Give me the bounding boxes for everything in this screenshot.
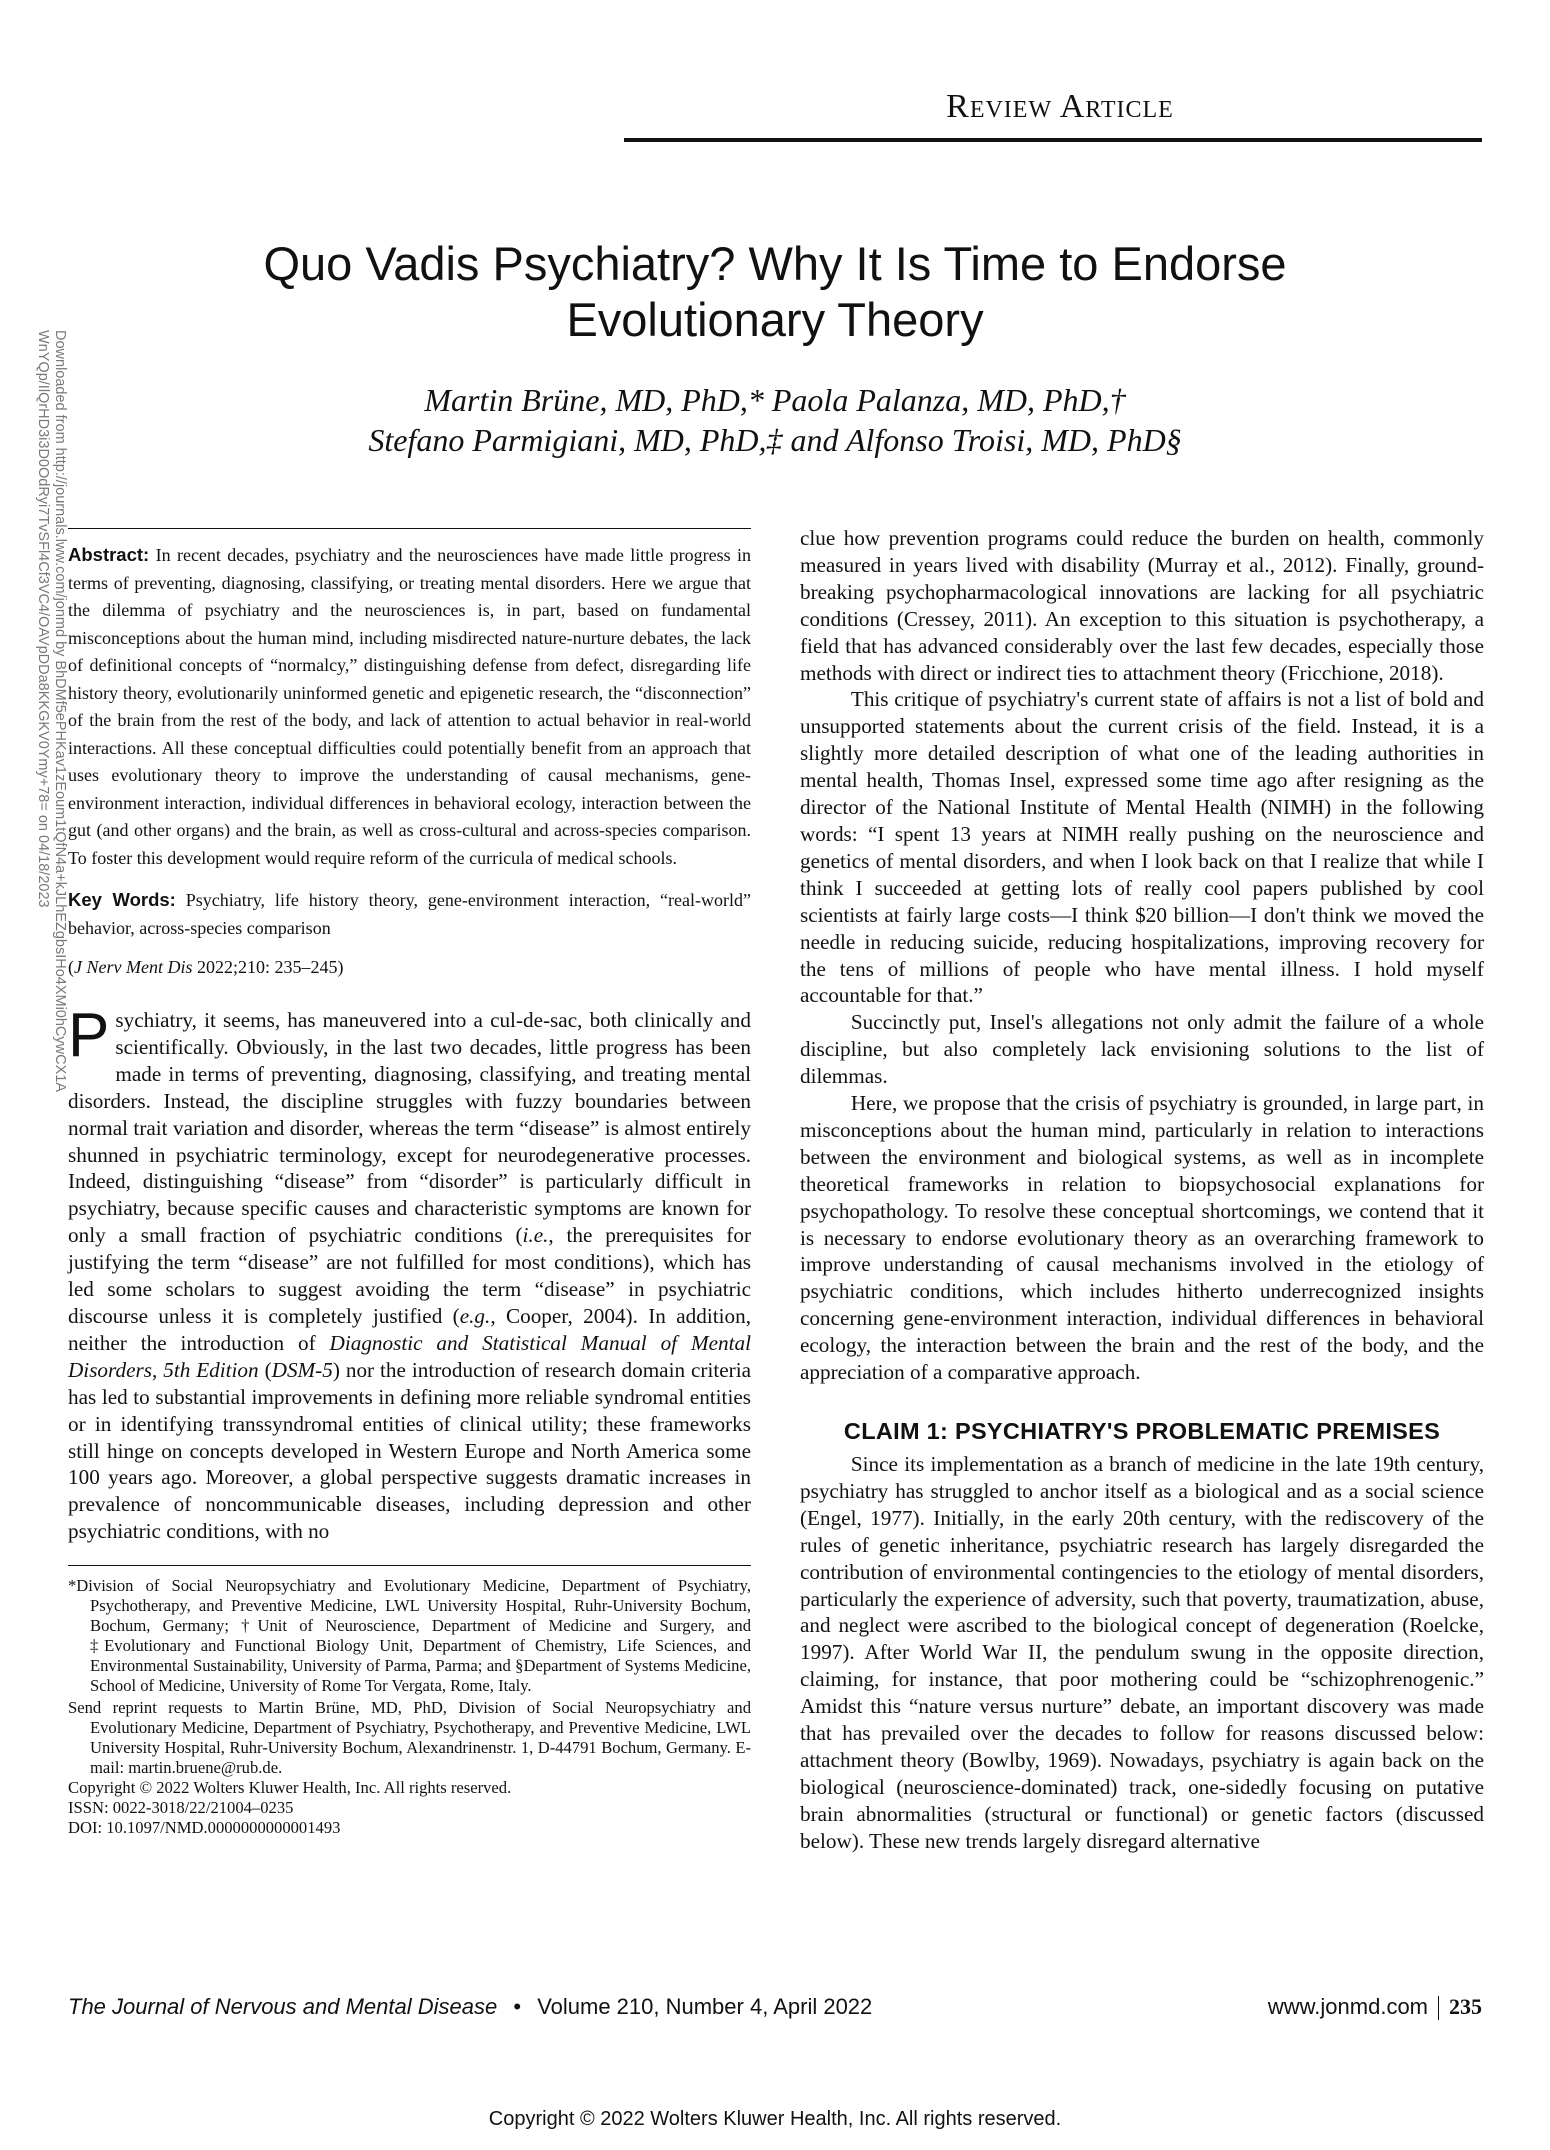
download-watermark [34,330,68,1340]
paragraph-5: Since its implementation as a branch of medicine in the late 19th century, psychiatry has struggled to anchor itself as a biological and as a social science (Engel, 1977). Initially, in the early 20th century, with the rediscovery of the rules of genetic inheritance, psychiatric research has largely disregarded the contribution of environmental contingencies to the etiology of mental disorders, particularly the experience of adversity, such that poverty, traumatization, abuse, and neglect were ascribed to the biological concept of degeneration (Roelcke, 1997). After World War II, the pendulum swung in the opposite direction, claiming, for instance, that poor mothering could be “schizophrenogenic.” Amidst this “nature versus nurture” debate, an important discovery was made that has prevailed over the decades to follow for reasons discussed below: attachment theory (Bowlby, 1969). Nowadays, psychiatry is again back on the biological (neuroscience-dominated) track, one-sidedly focusing on putative brain abnormalities (structural or functional) or genetic factors (discussed below). These new trends largely disregard alternative [800,1452,1484,1853]
footer-bullet: • [513,1994,522,2019]
intro-text-b: , the prerequisites for justifying the term “disease” are not fulfilled for most conditions), which has led some scholars to suggest avoiding the term “disease” in psychiatric discourse unless it is completely justified ( [68,1223,751,1328]
keywords-text: Psychiatry, life history theory, gene-environment interaction, “real-world” behavior, across-species comparison [68,890,751,938]
intro-eg: e.g. [459,1303,491,1328]
affiliations-footnote: *Division of Social Neuropsychiatry and Evolutionary Medicine, Department of Psychiatry, Psychotherapy, and Preventive Medicine, LWL University Hospital, Ruhr-University Bochum, Bochum, Germany; †Unit of Neuroscience, Department of Medicine and Surgery, and ‡Evolutionary and Functional Biology Unit, Department of Chemistry, Life Sciences, and Environmental Sustainability, University of Parma, Parma; and §Department of Systems Medicine, School of Medicine, University of Rome Tor Vergata, Rome, Italy. [68,1576,751,1696]
footer-divider [1438,1996,1439,2020]
keywords-label: Key Words: [68,889,176,910]
intro-ie: i.e. [522,1223,549,1248]
article-title [200,236,1350,348]
header-rule [624,138,1482,142]
doi-note: DOI: 10.1097/NMD.0000000000001493 [68,1818,341,1838]
paragraph-1: clue how prevention programs could reduce the burden on health, commonly measured in years lived with disability (Murray et al., 2012). Finally, ground-breaking psychopharmacological innovations are lacking for all psychiatric conditions (Cressey, 2011). An exception to this situation is psychotherapy, a field that has advanced considerably over the last few decades, especially those methods with direct or indirect ties to attachment theory (Fricchione, 2018). [800,526,1484,685]
intro-text-c: , Cooper, 2004). In addition, neither the introduction of [68,1303,751,1355]
footnote-rule [68,1565,751,1566]
abstract-rule [68,528,751,529]
citation: (J Nerv Ment Dis 2022;210: 235–245) [68,957,344,977]
citation-details: 2022;210: 235–245) [196,957,344,977]
intro-text-a: sychiatry, it seems, has maneuvered into a cul-de-sac, both clinically and scientifically. Obviously, in the last two decades, little progress has been made in terms of preventing, diagnosing, classifying, and treating mental disorders. Instead, the discipline struggles with fuzzy boundaries between normal trait variation and disorder, whereas the term “disease” is almost entirely shunned in psychiatric terminology, except for neurodegenerative processes. Indeed, distinguishing “disease” from “disorder” is particularly difficult in psychiatry, because specific causes and characteristic symptoms are known for only a small fraction of psychiatric conditions ( [68,1008,751,1248]
authors-line-1: Martin Brüne, MD, PhD,* Paola Palanza, MD, PhD,† [424,382,1126,418]
citation-journal: J Nerv Ment Dis [74,957,193,977]
footer-website[interactable]: www.jonmd.com [1267,1994,1428,2019]
watermark-line-2: WnYQp/IlQrHD3i3D0OdRyi7TvSFl4Cf3VC4/OAVpDDa8KKGKV0Ymy+78= on 04/18/2023 [35,330,51,908]
reprint-footnote: Send reprint requests to Martin Brüne, MD, PhD, Division of Social Neuropsychiatry and Evolutionary Medicine, Department of Psychiatry, Psychotherapy, and Preventive Medicine, LWL University Hospital, Ruhr-University Bochum, Alexandrinenstr. 1, D-44791 Bochum, Germany. E-mail: martin.bruene@rub.de. [68,1698,751,1778]
title-line-2: Evolutionary Theory [566,293,984,346]
footer-site [1268,1994,1482,2020]
footer-issue: Volume 210, Number 4, April 2022 [537,1994,873,2019]
intro-dsm-abbr: DSM-5 [271,1357,333,1382]
footer-journal-name: The Journal of Nervous and Mental Disease [68,1994,498,2019]
footer-journal [68,1994,872,2020]
intro-text-e: ) nor the introduction of research domain criteria has led to substantial improvements in defining more reliable syndromal entities or in identifying transsyndromal entities of clinical utility; these frameworks still hinge on concepts developed in Western Europe and North America some 100 years ago. Moreover, a global perspective suggests dramatic increases in prevalence of noncommunicable diseases, including depression and other psychiatric conditions, with no [68,1357,751,1544]
title-line-1: Quo Vadis Psychiatry? Why It Is Time to Endorse [263,237,1287,290]
paragraph-3: Succinctly put, Insel's allegations not only admit the failure of a whole discipline, but also completely lack envisioning solutions to the list of dilemmas. [800,1010,1484,1089]
right-column [800,525,1484,1855]
paragraph-4: Here, we propose that the crisis of psychiatry is grounded, in large part, in misconceptions about the human mind, particularly in relation to interactions between the environment and biological systems, as well as in incomplete theoretical frameworks in relation to biopsychosocial explanations for psychopathology. To resolve these conceptual shortcomings, we contend that it is necessary to endorse evolutionary theory as an overarching framework to improve understanding of causal mechanisms involved in the etiology of psychiatric conditions, which includes hitherto underrecognized insights concerning gene-environment interaction, individual differences in behavioral ecology, the interaction between the brain and the rest of the body, and the appreciation of a comparative approach. [800,1091,1484,1385]
bottom-copyright: Copyright © 2022 Wolters Kluwer Health, Inc. All rights reserved. [488,2108,1062,2130]
abstract-label: Abstract: [68,544,150,565]
keywords [68,886,751,942]
left-column [68,528,751,1838]
drop-cap: P [68,1001,110,1070]
watermark-line-1: Downloaded from http://journals.lww.com/jonmd by BhDMf5ePHKav1zEoum1tQfN4a+kJLhEZgbsIHo4XMi0hCywCX1A [52,330,68,1092]
paragraph-2: This critique of psychiatry's current state of affairs is not a list of bold and unsupported statements about the current crisis of the field. Instead, it is a slightly more detailed description of what one of the leading authorities in mental health, Thomas Insel, expressed some time ago after resigning as the director of the National Institute of Mental Health (NIMH) in the following words: “I spent 13 years at NIMH really pushing on the neuroscience and genetics of mental disorders, and when I look back on that I realize that while I think I succeeded at getting lots of really cool papers published by cool scientists at fairly large costs—I think $20 billion—I don't think we moved the needle in reducing suicide, reducing hospitalizations, improving recovery for the tens of millions of people who have mental illness. I hold myself accountable for that.” [800,687,1484,1008]
abstract [68,541,751,872]
authors-line-2: Stefano Parmigiani, MD, PhD,‡ and Alfonso Troisi, MD, PhD§ [368,422,1182,458]
copyright-note: Copyright © 2022 Wolters Kluwer Health, Inc. All rights reserved. [68,1778,512,1798]
issn-note: ISSN: 0022-3018/22/21004–0235 [68,1798,294,1818]
section-heading: Review Article [946,88,1174,125]
author-list [200,380,1350,460]
intro-paragraph [68,1001,751,1545]
abstract-text: In recent decades, psychiatry and the neurosciences have made little progress in terms of preventing, diagnosing, classifying, or treating mental disorders. Here we argue that the dilemma of psychiatry and the neurosciences is, in part, based on fundamental misconceptions about the human mind, including misdirected nature-nurture debates, the lack of definitional concepts of “normalcy,” distinguishing defense from defect, disregarding life history theory, evolutionarily uninformed genetic and epigenetic research, the “disconnection” of the brain from the rest of the body, and lack of attention to actual behavior in real-world interactions. All these conceptual difficulties could potentially benefit from an approach that uses evolutionary theory to improve the understanding of causal mechanisms, gene-environment interaction, individual differences in behavioral ecology, interaction between the gut (and other organs) and the brain, as well as cross-cultural and across-species comparison. To foster this development would require reform of the curricula of medical schools. [68,545,751,868]
intro-text-d: ( [258,1357,272,1382]
intro-dsm-title: Diagnostic and Statistical Manual of Mental Disorders, 5th Edition [68,1330,751,1382]
page-number: 235 [1449,1994,1482,2019]
claim-1-heading: CLAIM 1: PSYCHIATRY'S PROBLEMATIC PREMISES [843,1418,1441,1444]
